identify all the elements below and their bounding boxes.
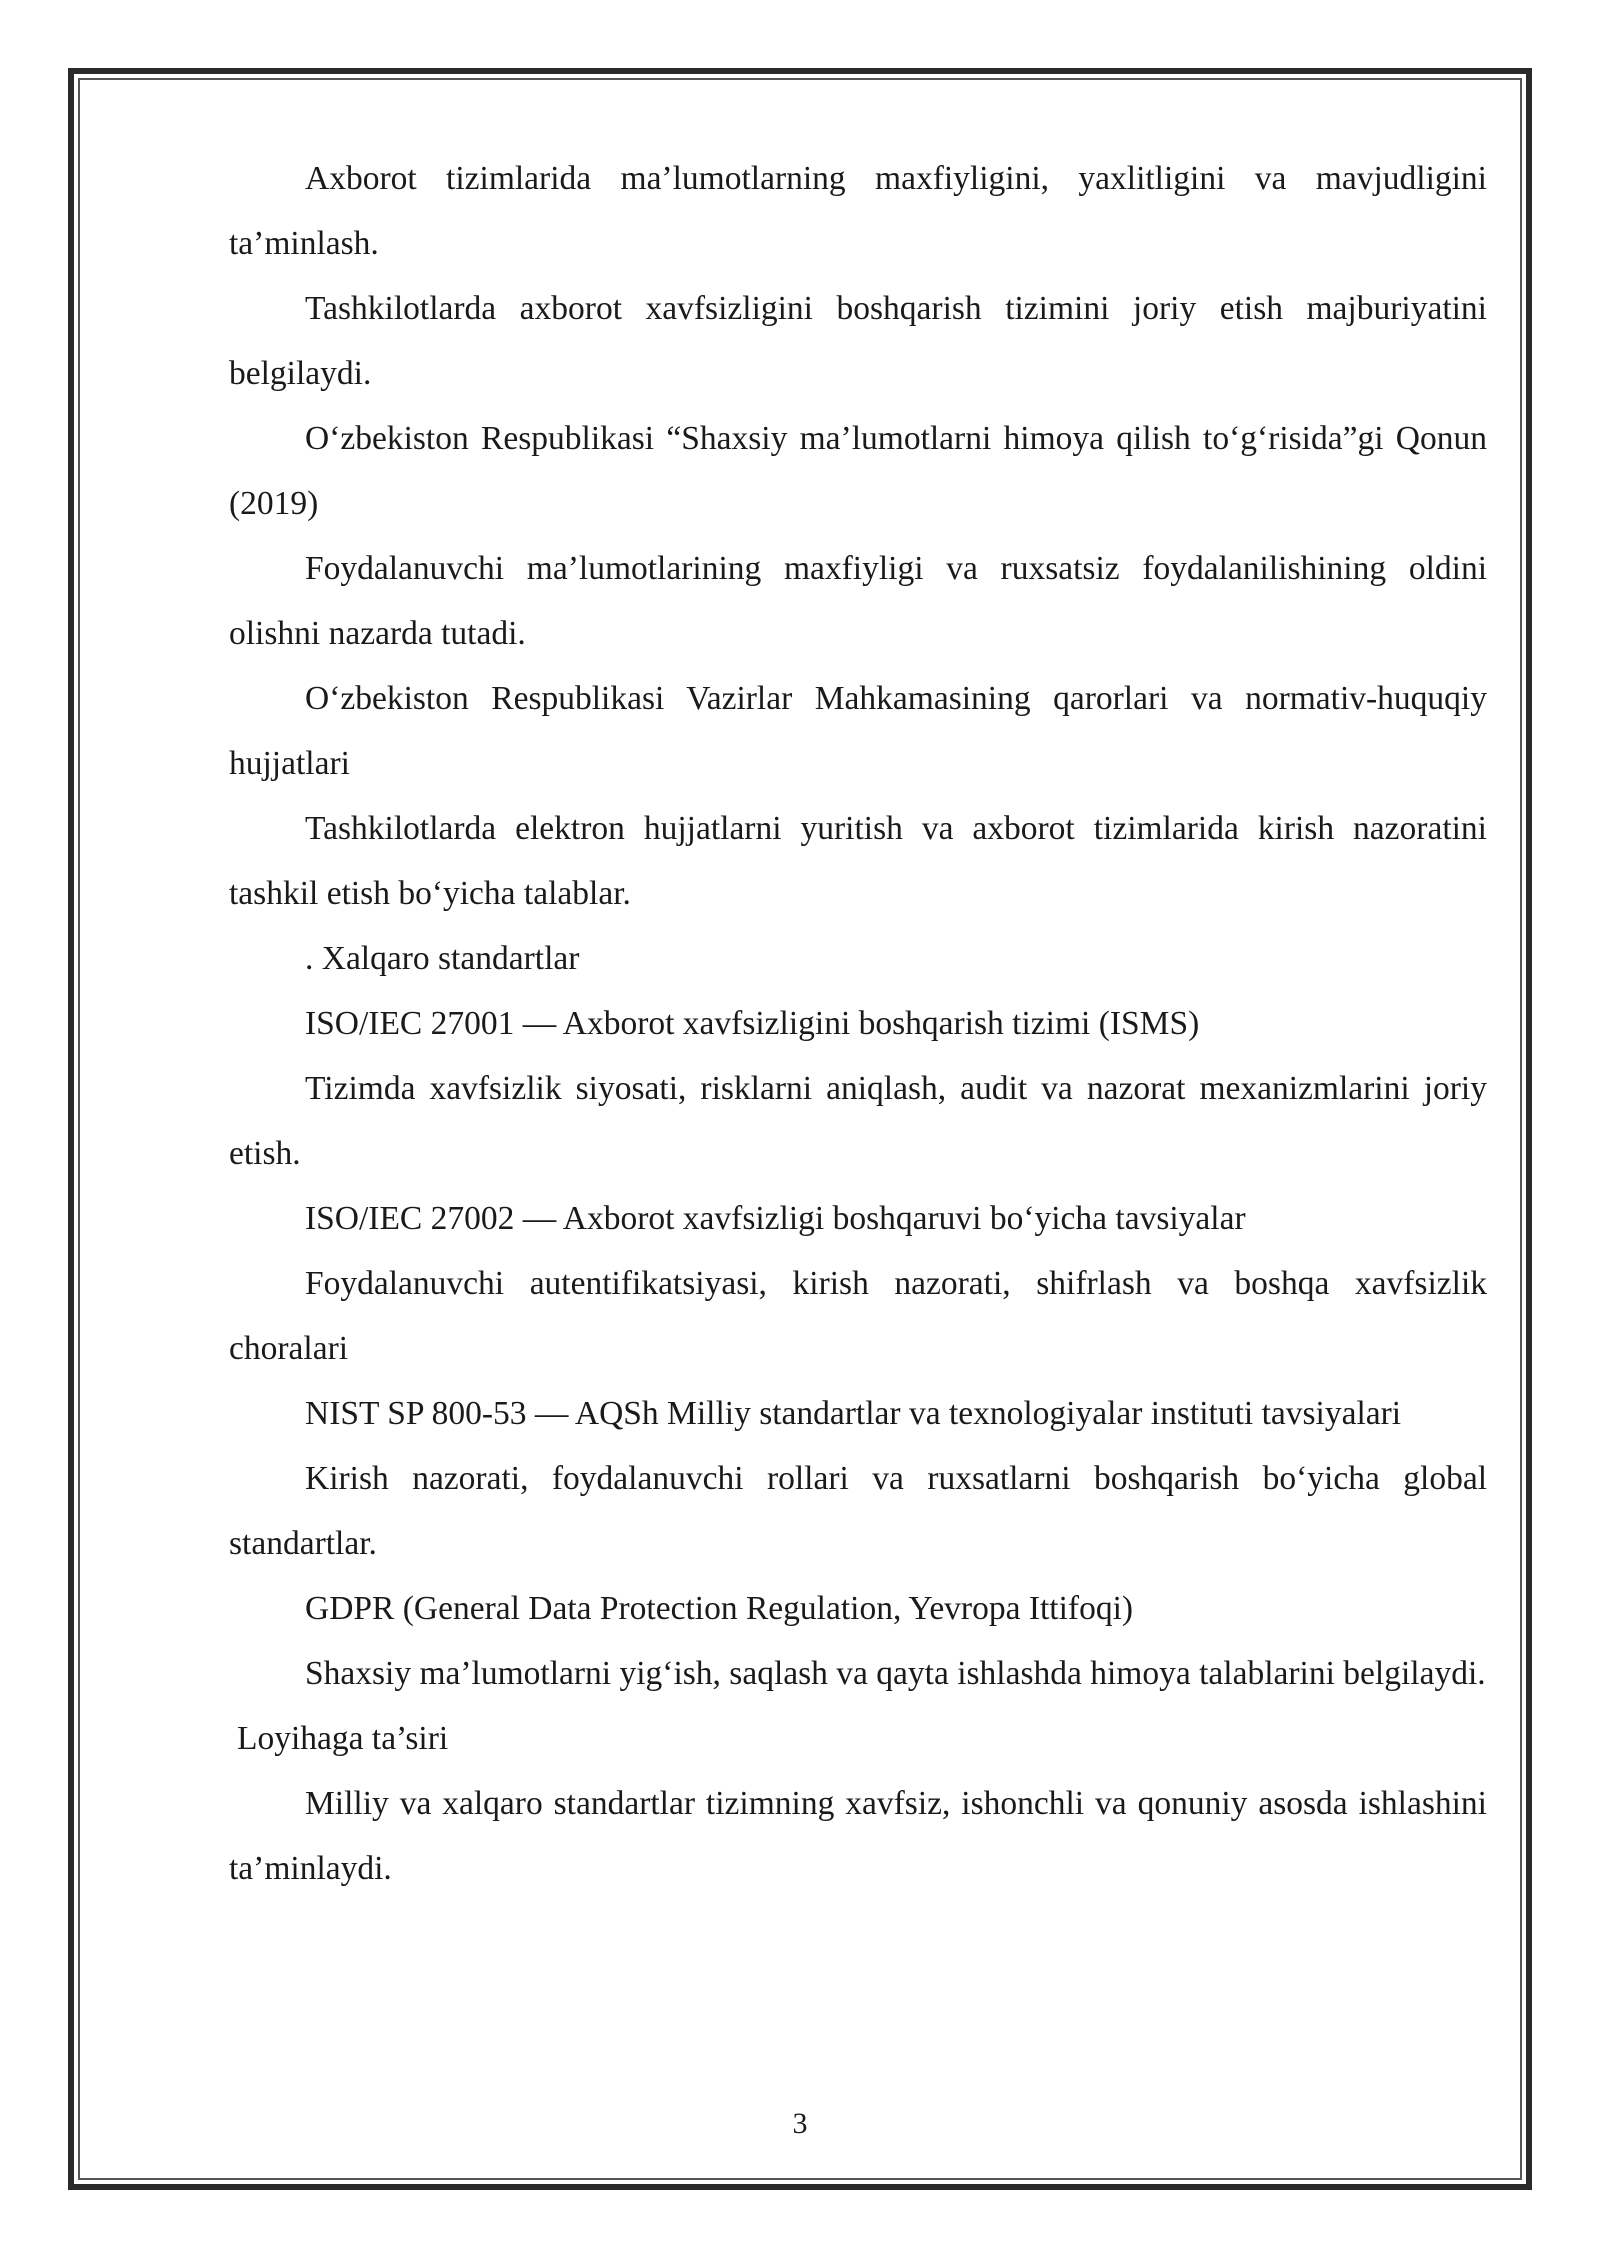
document-body xyxy=(229,146,1487,1901)
section-heading-international-standards: . Xalqaro standartlar xyxy=(305,940,580,977)
section-heading-project-impact: Loyihaga ta’siri xyxy=(237,1720,449,1757)
paragraph-6: Tashkilotlarda elektron hujjatlarni yuritish va axborot tizimlarida kirish nazoratini tashkil etish bo‘yicha talablar. xyxy=(229,810,1487,912)
paragraph-1: Axborot tizimlarida ma’lumotlarning maxfiyligini, yaxlitligini va mavjudligini ta’minlash. xyxy=(229,160,1487,262)
paragraph-3: O‘zbekiston Respublikasi “Shaxsiy ma’lumotlarni himoya qilish to‘g‘risida”gi Qonun (2019) xyxy=(229,420,1487,522)
paragraph-11: Foydalanuvchi autentifikatsiyasi, kirish nazorati, shifrlash va boshqa xavfsizlik choralari xyxy=(229,1265,1487,1367)
paragraph-5: O‘zbekiston Respublikasi Vazirlar Mahkamasining qarorlari va normativ-huquqiy hujjatlari xyxy=(229,680,1487,782)
paragraph-2: Tashkilotlarda axborot xavfsizligini boshqarish tizimini joriy etish majburiyatini belgilaydi. xyxy=(229,290,1487,392)
paragraph-nist: NIST SP 800-53 — AQSh Milliy standartlar va texnologiyalar instituti tavsiyalari xyxy=(305,1395,1402,1432)
paragraph-15: Shaxsiy ma’lumotlarni yig‘ish, saqlash va qayta ishlashda himoya talablarini belgilaydi. xyxy=(305,1655,1486,1692)
paragraph-13: Kirish nazorati, foydalanuvchi rollari va ruxsatlarni boshqarish bo‘yicha global standartlar. xyxy=(229,1460,1487,1562)
paragraph-4: Foydalanuvchi ma’lumotlarining maxfiyligi va ruxsatsiz foydalanilishining oldini olishni nazarda tutadi. xyxy=(229,550,1487,652)
paragraph-gdpr: GDPR (General Data Protection Regulation, Yevropa Ittifoqi) xyxy=(305,1590,1134,1627)
paragraph-iso-27001: ISO/IEC 27001 — Axborot xavfsizligini boshqarish tizimi (ISMS) xyxy=(305,1005,1200,1042)
paragraph-9: Tizimda xavfsizlik siyosati, risklarni aniqlash, audit va nazorat mexanizmlarini joriy etish. xyxy=(229,1070,1487,1172)
paragraph-17: Milliy va xalqaro standartlar tizimning xavfsiz, ishonchli va qonuniy asosda ishlashini ta’minlaydi. xyxy=(229,1785,1487,1887)
page-number: 3 xyxy=(792,2107,808,2140)
paragraph-iso-27002: ISO/IEC 27002 — Axborot xavfsizligi boshqaruvi bo‘yicha tavsiyalar xyxy=(305,1200,1246,1237)
